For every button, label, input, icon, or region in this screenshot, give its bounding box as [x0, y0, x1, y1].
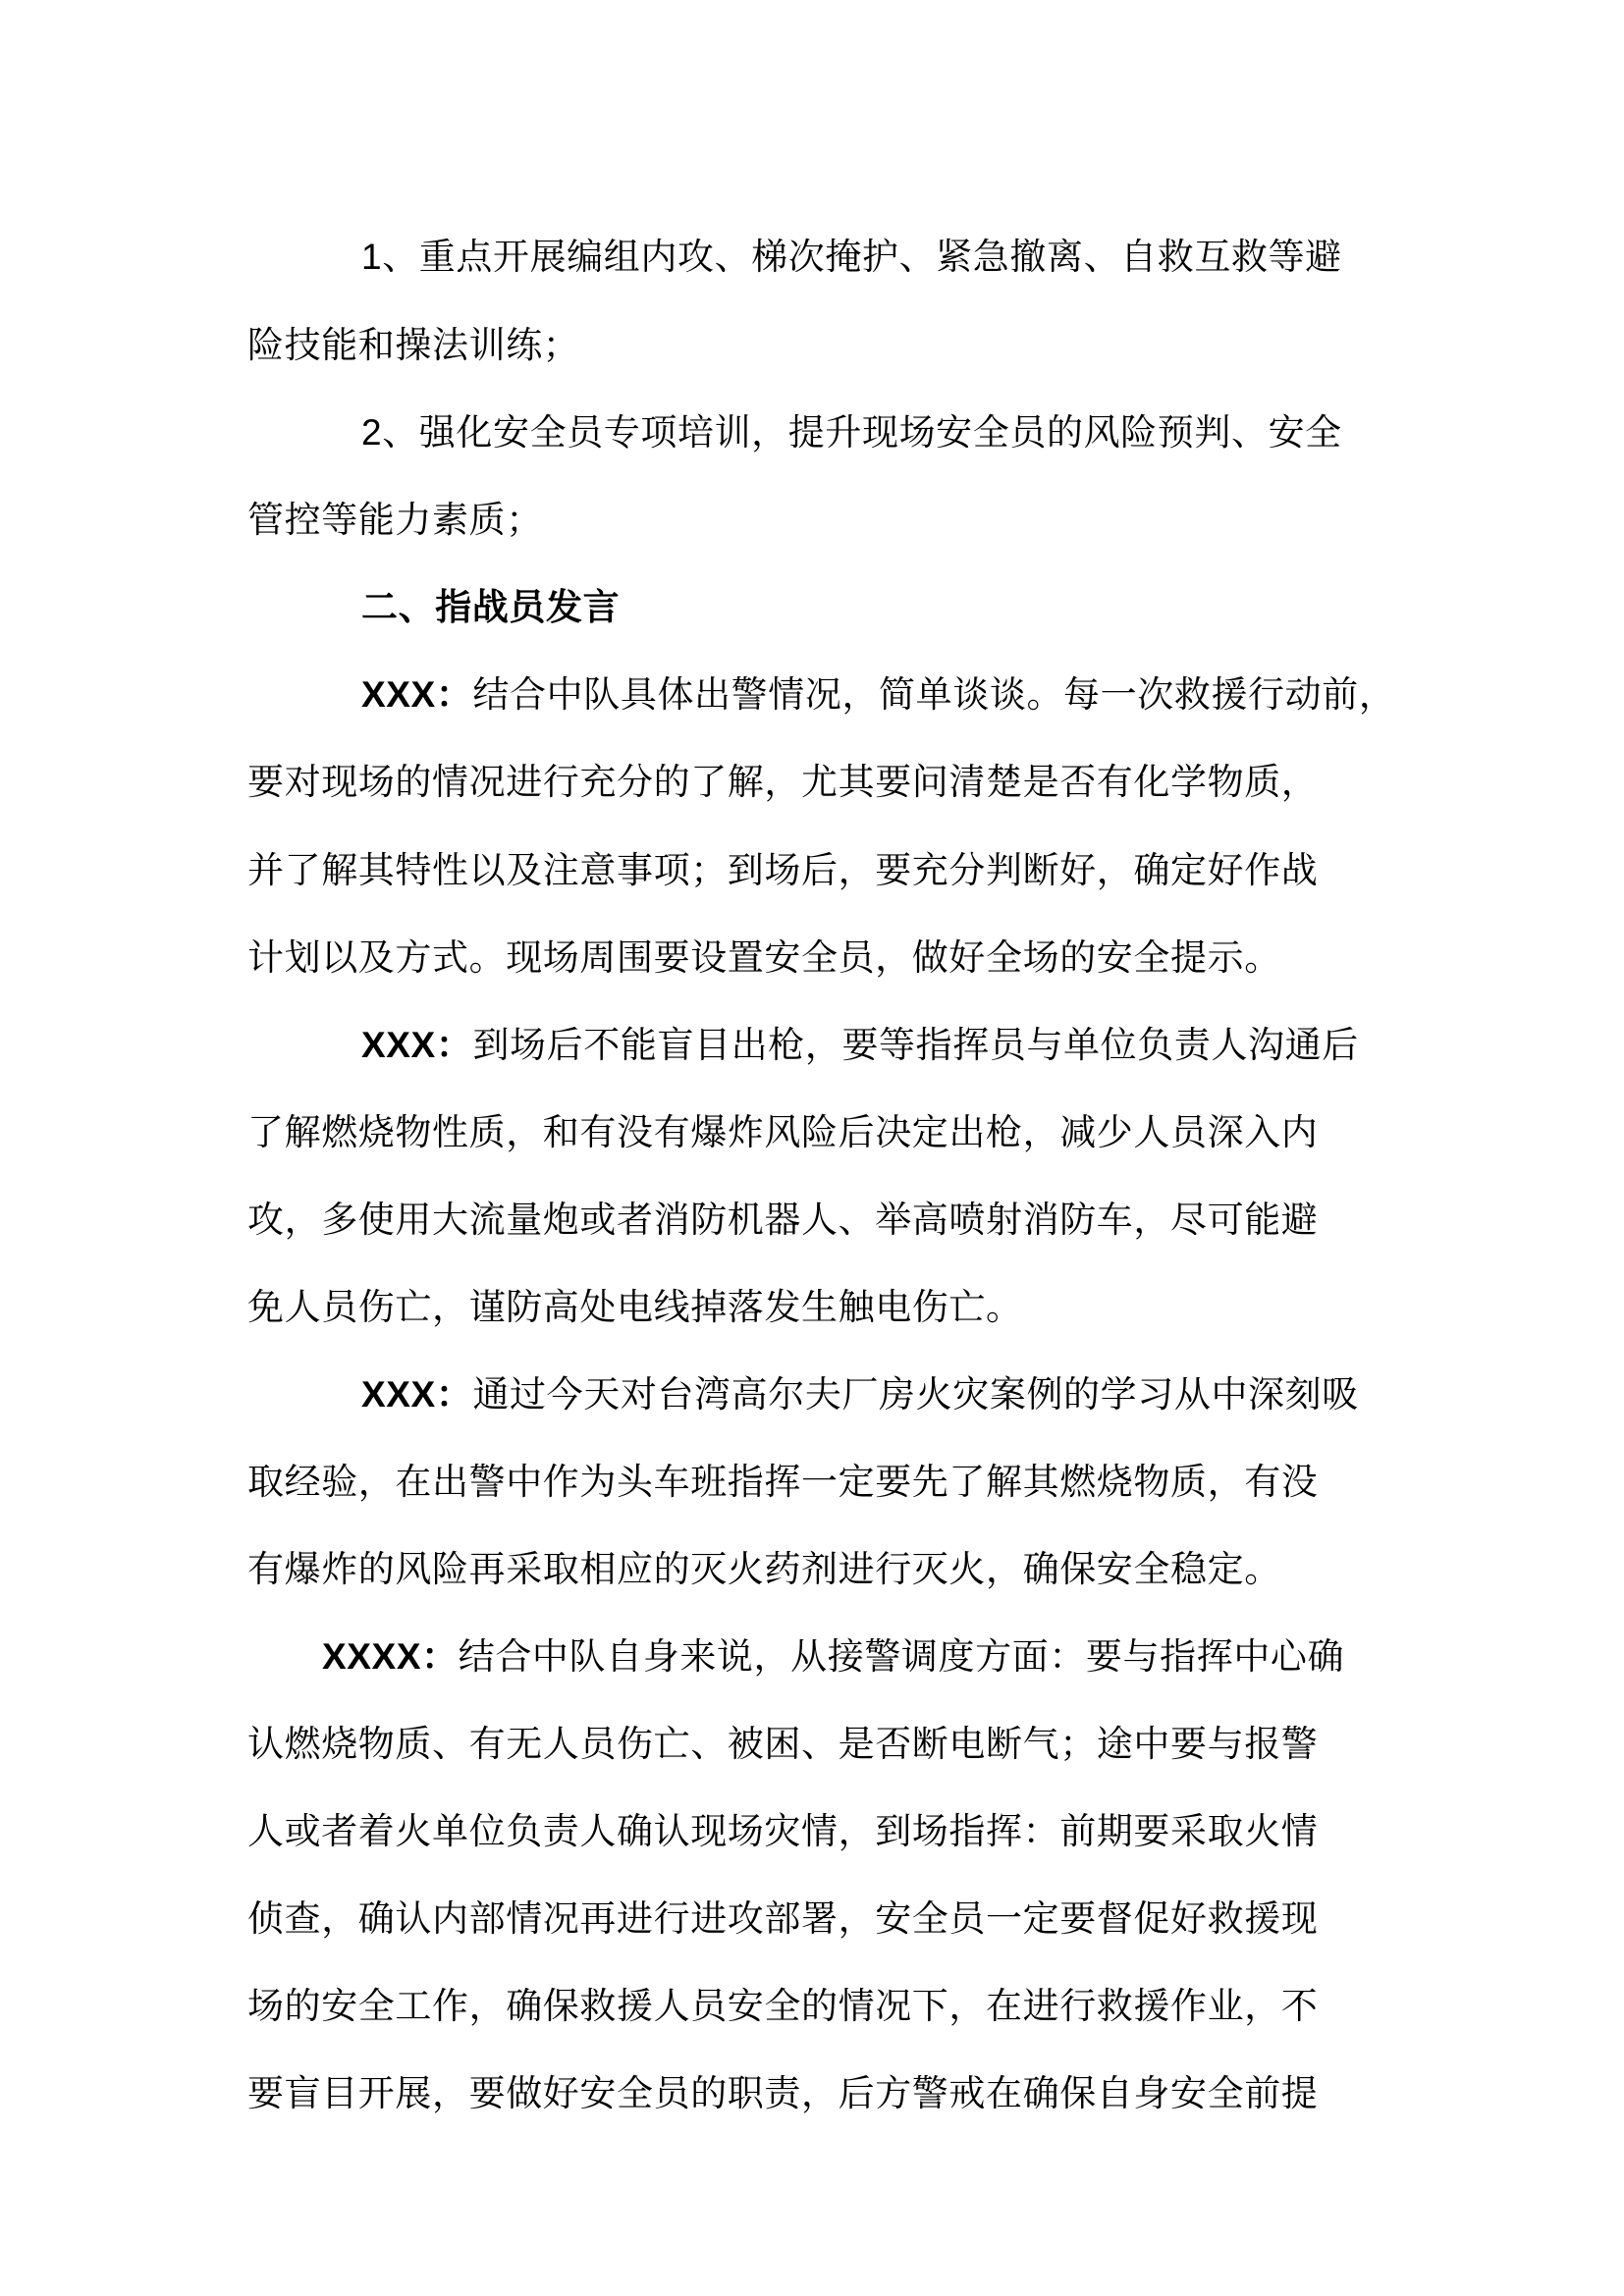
- speech-text: 结合中队具体出警情况，简单谈谈。每一次救援行动前，: [472, 673, 1396, 716]
- list-item-2-line-2: 管控等能力素质；: [247, 499, 543, 541]
- speaker-colon: ：: [435, 1374, 473, 1415]
- speech-4-line-4: 侦查，确认内部情况再进行进攻部署，安全员一定要督促好救援现: [247, 1897, 1319, 1940]
- list-item-number: 2: [361, 412, 383, 453]
- speech-1-line-4: 计划以及方式。现场周围要设置安全员，做好全场的安全提示。: [247, 936, 1281, 979]
- speech-3-line-2: 取经验，在出警中作为头车班指挥一定要先了解其燃烧物质，有没: [247, 1461, 1319, 1503]
- speech-2-line-1: [361, 1016, 1386, 1075]
- speaker-colon: ：: [435, 674, 473, 715]
- speech-4-line-2: 认燃烧物质、有无人员伤亡、被困、是否断电断气；途中要与报警: [247, 1723, 1319, 1765]
- list-item-text: 、强化安全员专项培训，提升现场安全员的风险预判、安全: [382, 411, 1342, 454]
- speech-text: 通过今天对台湾高尔夫厂房火灾案例的学习从中深刻吸: [472, 1373, 1359, 1415]
- speech-4-line-3: 人或者着火单位负责人确认现场灾情，到场指挥：前期要采取火情: [247, 1810, 1319, 1852]
- speaker-name: XXX: [361, 1025, 436, 1065]
- speaker-colon: ：: [421, 1636, 459, 1677]
- list-item-text: 、重点开展编组内攻、梯次掩护、紧急撤离、自救互救等避: [382, 236, 1342, 278]
- speech-2-line-2: 了解燃烧物性质，和有没有爆炸风险后决定出枪，减少人员深入内: [247, 1111, 1319, 1153]
- list-item-1-line-1: [361, 228, 1386, 287]
- list-item-number: 1: [361, 237, 383, 277]
- speech-text: 到场后不能盲目出枪，要等指挥员与单位负责人沟通后: [472, 1024, 1359, 1066]
- speech-text: 结合中队自身来说，从接警调度方面：要与指挥中心确: [458, 1635, 1345, 1678]
- speech-4-line-1: [322, 1628, 1386, 1686]
- speech-3-line-3: 有爆炸的风险再采取相应的灭火药剂进行灭火，确保安全稳定。: [247, 1548, 1281, 1590]
- speaker-name: XXX: [361, 674, 436, 715]
- speech-3-line-1: [361, 1365, 1386, 1424]
- section-heading: 二、指战员发言: [361, 586, 621, 628]
- speech-1-line-1: [361, 666, 1396, 724]
- speech-2-line-3: 攻，多使用大流量炮或者消防机器人、举高喷射消防车，尽可能避: [247, 1199, 1319, 1241]
- speaker-name: XXXX: [322, 1636, 422, 1677]
- speech-1-line-2: 要对现场的情况进行充分的了解，尤其要问清楚是否有化学物质，: [247, 761, 1319, 803]
- speech-4-line-6: 要盲目开展，要做好安全员的职责，后方警戒在确保自身安全前提: [247, 2072, 1319, 2114]
- speaker-name: XXX: [361, 1374, 436, 1415]
- speaker-colon: ：: [435, 1025, 473, 1065]
- speech-2-line-4: 免人员伤亡，谨防高处电线掉落发生触电伤亡。: [247, 1286, 1023, 1328]
- speech-1-line-3: 并了解其特性以及注意事项；到场后，要充分判断好，确定好作战: [247, 849, 1319, 891]
- speech-4-line-5: 场的安全工作，确保救援人员安全的情况下，在进行救援作业，不: [247, 1985, 1319, 2027]
- list-item-2-line-1: [361, 403, 1386, 462]
- list-item-1-line-2: 险技能和操法训练；: [247, 324, 580, 366]
